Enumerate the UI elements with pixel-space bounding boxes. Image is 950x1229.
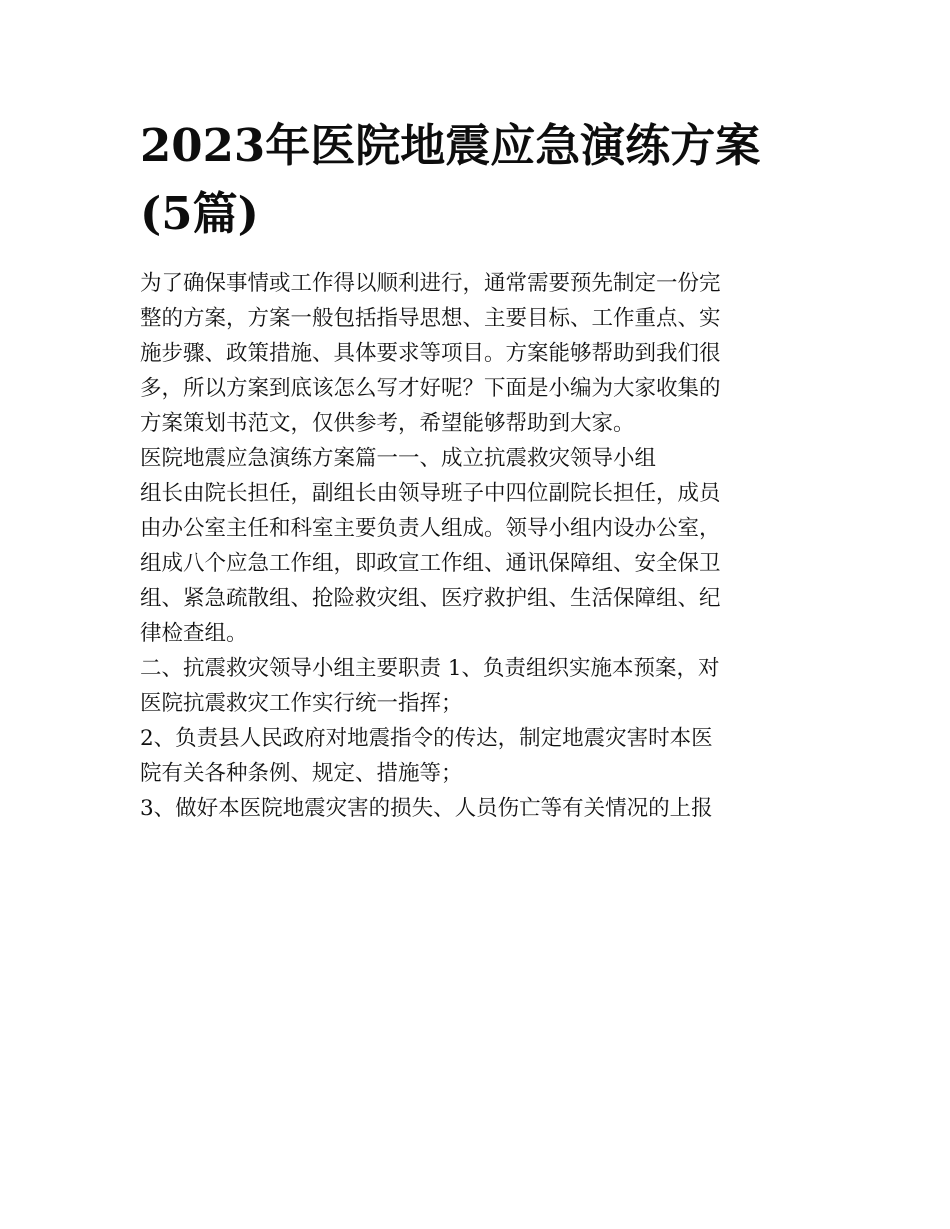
title-line-2: (5篇) [140,187,259,240]
text-line: 方案策划书范文，仅供参考，希望能够帮助到大家。 [140,411,635,436]
text-line: 3、做好本医院地震灾害的损失、人员伤亡等有关情况的上报 [140,796,713,821]
text-line: 整的方案，方案一般包括指导思想、主要目标、工作重点、实 [140,306,721,331]
document-title [140,112,815,248]
text-line: 院有关各种条例、规定、措施等； [140,761,463,786]
text-line: 组成八个应急工作组，即政宣工作组、通讯保障组、安全保卫 [140,551,721,576]
paragraph-leadership-group [140,476,815,651]
document-body [140,266,815,826]
paragraph-intro [140,266,815,441]
document-page [140,112,815,826]
text-line: 施步骤、政策措施、具体要求等项目。方案能够帮助到我们很 [140,341,721,366]
title-line-1: 2023年医院地震应急演练方案 [140,119,761,172]
paragraph-section-heading [140,441,815,476]
text-line: 多，所以方案到底该怎么写才好呢？下面是小编为大家收集的 [140,376,721,401]
text-line: 为了确保事情或工作得以顺利进行，通常需要预先制定一份完 [140,271,721,296]
text-line: 由办公室主任和科室主要负责人组成。领导小组内设办公室， [140,516,721,541]
paragraph-duties-1 [140,651,815,721]
text-line: 医院抗震救灾工作实行统一指挥； [140,691,463,716]
text-line: 组长由院长担任，副组长由领导班子中四位副院长担任，成员 [140,481,721,506]
text-line: 医院地震应急演练方案篇一一、成立抗震救灾领导小组 [140,446,657,471]
text-line: 律检查组。 [140,621,248,646]
paragraph-duties-3 [140,791,815,826]
text-line: 二、抗震救灾领导小组主要职责 1、负责组织实施本预案，对 [140,656,720,681]
text-line: 2、负责县人民政府对地震指令的传达，制定地震灾害时本医 [140,726,713,751]
paragraph-duties-2 [140,721,815,791]
text-line: 组、紧急疏散组、抢险救灾组、医疗救护组、生活保障组、纪 [140,586,721,611]
